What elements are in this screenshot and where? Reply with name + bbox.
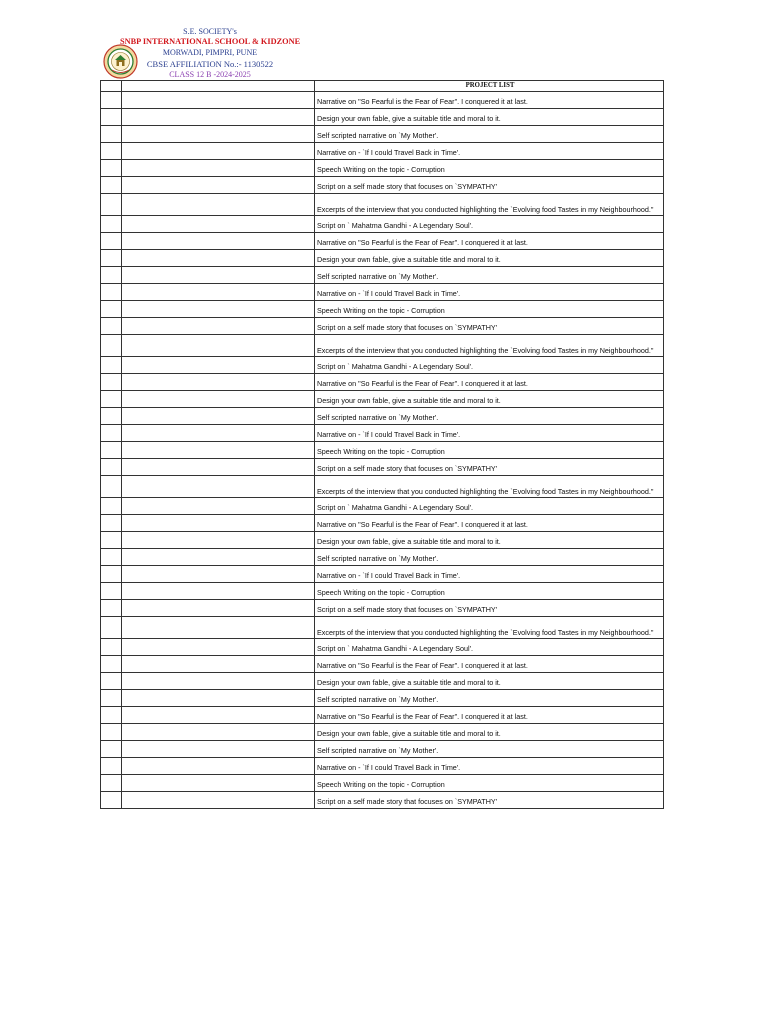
student-name-cell [122,318,315,335]
project-title-cell: Excerpts of the interview that you conducted highlighting the `Evolving food Tastes in my Neighbourhood." [315,476,664,498]
table-row [101,741,664,758]
student-name-cell [122,583,315,600]
project-title-cell: Script on ` Mahatma Gandhi - A Legendary Soul'. [315,216,664,233]
project-title-cell: Speech Writing on the topic - Corruption [315,160,664,177]
serial-cell [101,301,122,318]
table-row [101,233,664,250]
project-title-cell: Narrative on - `If I could Travel Back in Time'. [315,284,664,301]
student-name-cell [122,617,315,639]
table-row [101,425,664,442]
table-row [101,177,664,194]
serial-cell [101,724,122,741]
serial-cell [101,775,122,792]
project-title-cell: Design your own fable, give a suitable title and moral to it. [315,109,664,126]
student-name-cell [122,741,315,758]
student-name-cell [122,690,315,707]
project-title-cell: Script on a self made story that focuses on `SYMPATHY' [315,318,664,335]
serial-cell [101,216,122,233]
serial-cell [101,391,122,408]
project-title-cell: Self scripted narrative on `My Mother'. [315,690,664,707]
class-line: CLASS 12 B -2024-2025 [169,70,251,79]
table-row [101,673,664,690]
table-row [101,318,664,335]
student-name-cell [122,408,315,425]
student-name-cell [122,673,315,690]
document-header [0,0,768,80]
student-name-cell [122,301,315,318]
table-row [101,583,664,600]
student-name-cell [122,442,315,459]
student-name-cell [122,177,315,194]
project-title-cell: Script on ` Mahatma Gandhi - A Legendary Soul'. [315,357,664,374]
project-title-cell: Narrative on "So Fearful is the Fear of Fear". I conquered it at last. [315,656,664,673]
student-name-cell [122,724,315,741]
school-address: MORWADI, PIMPRI, PUNE [162,48,258,57]
table-row [101,515,664,532]
student-name-cell [122,92,315,109]
serial-cell [101,758,122,775]
project-title-cell: Narrative on "So Fearful is the Fear of Fear". I conquered it at last. [315,374,664,391]
project-list-title: PROJECT LIST [315,81,664,92]
serial-cell [101,498,122,515]
serial-cell [101,639,122,656]
student-name-cell [122,335,315,357]
school-name: SNBP INTERNATIONAL SCHOOL & KIDZONE [120,37,301,46]
project-title-cell: Self scripted narrative on `My Mother'. [315,267,664,284]
table-row [101,690,664,707]
project-title-cell: Narrative on - `If I could Travel Back in Time'. [315,758,664,775]
project-title-cell: Excerpts of the interview that you conducted highlighting the `Evolving food Tastes in my Neighbourhood." [315,335,664,357]
table-row [101,357,664,374]
project-title-cell: Excerpts of the interview that you conducted highlighting the `Evolving food Tastes in my Neighbourhood." [315,194,664,216]
project-title-cell: Self scripted narrative on `My Mother'. [315,549,664,566]
table-row [101,194,664,216]
project-title-cell: Script on a self made story that focuses on `SYMPATHY' [315,792,664,809]
student-name-cell [122,600,315,617]
table-row [101,374,664,391]
table-row [101,656,664,673]
project-title-cell: Script on a self made story that focuses on `SYMPATHY' [315,177,664,194]
student-name-cell [122,357,315,374]
serial-cell [101,92,122,109]
student-name-cell [122,639,315,656]
project-title-cell: Narrative on "So Fearful is the Fear of Fear". I conquered it at last. [315,233,664,250]
student-name-cell [122,656,315,673]
project-title-cell: Excerpts of the interview that you conducted highlighting the `Evolving food Tastes in my Neighbourhood." [315,617,664,639]
student-name-cell [122,792,315,809]
student-name-cell [122,549,315,566]
student-name-cell [122,707,315,724]
project-title-cell: Speech Writing on the topic - Corruption [315,775,664,792]
project-title-cell: Narrative on "So Fearful is the Fear of Fear". I conquered it at last. [315,707,664,724]
project-title-cell: Design your own fable, give a suitable title and moral to it. [315,724,664,741]
student-name-cell [122,515,315,532]
project-title-cell: Narrative on "So Fearful is the Fear of Fear". I conquered it at last. [315,515,664,532]
project-title-cell: Narrative on - `If I could Travel Back in Time'. [315,143,664,160]
table-row [101,476,664,498]
serial-cell [101,690,122,707]
serial-cell [101,194,122,216]
student-name-cell [122,498,315,515]
table-row [101,707,664,724]
project-title-cell: Script on ` Mahatma Gandhi - A Legendary Soul'. [315,639,664,656]
table-row [101,792,664,809]
table-row [101,126,664,143]
table-row [101,532,664,549]
serial-cell [101,284,122,301]
student-name-cell [122,143,315,160]
serial-cell [101,442,122,459]
table-row [101,600,664,617]
serial-cell [101,583,122,600]
project-title-cell: Self scripted narrative on `My Mother'. [315,741,664,758]
serial-cell [101,374,122,391]
project-title-cell: Speech Writing on the topic - Corruption [315,442,664,459]
project-title-cell: Design your own fable, give a suitable title and moral to it. [315,673,664,690]
table-row [101,724,664,741]
table-header-row [101,81,664,92]
table-row [101,498,664,515]
serial-cell [101,233,122,250]
table-row [101,617,664,639]
student-name-cell [122,775,315,792]
student-name-cell [122,425,315,442]
serial-cell [101,532,122,549]
serial-cell [101,459,122,476]
table-row [101,391,664,408]
serial-cell [101,160,122,177]
project-title-cell: Speech Writing on the topic - Corruption [315,301,664,318]
serial-cell [101,267,122,284]
project-title-cell: Narrative on - `If I could Travel Back in Time'. [315,566,664,583]
serial-cell [101,566,122,583]
table-row [101,566,664,583]
student-name-cell [122,566,315,583]
student-name-cell [122,284,315,301]
serial-cell [101,741,122,758]
project-title-cell: Script on ` Mahatma Gandhi - A Legendary Soul'. [315,498,664,515]
table-row [101,92,664,109]
table-row [101,459,664,476]
table-row [101,267,664,284]
serial-cell [101,143,122,160]
table-row [101,758,664,775]
student-name-cell [122,126,315,143]
project-title-cell: Script on a self made story that focuses on `SYMPATHY' [315,600,664,617]
serial-cell [101,792,122,809]
table-row [101,408,664,425]
serial-cell [101,515,122,532]
student-name-cell [122,374,315,391]
table-row [101,109,664,126]
student-name-cell [122,216,315,233]
table-row [101,442,664,459]
serial-cell [101,318,122,335]
serial-cell [101,335,122,357]
student-name-cell [122,532,315,549]
serial-cell [101,250,122,267]
serial-cell [101,707,122,724]
table-row [101,160,664,177]
table-row [101,549,664,566]
student-name-cell [122,194,315,216]
project-title-cell: Design your own fable, give a suitable title and moral to it. [315,391,664,408]
project-title-cell: Design your own fable, give a suitable title and moral to it. [315,532,664,549]
serial-cell [101,425,122,442]
student-name-cell [122,476,315,498]
table-row [101,775,664,792]
name-header-cell [122,81,315,92]
student-name-cell [122,250,315,267]
serial-cell [101,408,122,425]
student-name-cell [122,233,315,250]
project-title-cell: Self scripted narrative on `My Mother'. [315,408,664,425]
serial-cell [101,476,122,498]
project-title-cell: Self scripted narrative on `My Mother'. [315,126,664,143]
society-name: S.E. SOCIETY's [183,27,237,36]
serial-cell [101,617,122,639]
serial-cell [101,126,122,143]
serial-cell [101,656,122,673]
student-name-cell [122,758,315,775]
table-row [101,216,664,233]
serial-cell [101,673,122,690]
project-title-cell: Speech Writing on the topic - Corruption [315,583,664,600]
table-row [101,301,664,318]
table-row [101,143,664,160]
project-title-cell: Script on a self made story that focuses on `SYMPATHY' [315,459,664,476]
serial-cell [101,357,122,374]
cbse-affiliation: CBSE AFFILIATION No.:- 1130522 [146,59,274,69]
student-name-cell [122,459,315,476]
project-list-table [100,80,664,809]
serial-cell [101,177,122,194]
student-name-cell [122,267,315,284]
serial-cell [101,109,122,126]
project-title-cell: Design your own fable, give a suitable title and moral to it. [315,250,664,267]
serial-cell [101,549,122,566]
project-title-cell: Narrative on "So Fearful is the Fear of Fear". I conquered it at last. [315,92,664,109]
serial-header-cell [101,81,122,92]
project-title-cell: Narrative on - `If I could Travel Back in Time'. [315,425,664,442]
table-row [101,284,664,301]
student-name-cell [122,160,315,177]
student-name-cell [122,109,315,126]
table-row [101,250,664,267]
table-row [101,639,664,656]
serial-cell [101,600,122,617]
student-name-cell [122,391,315,408]
table-row [101,335,664,357]
